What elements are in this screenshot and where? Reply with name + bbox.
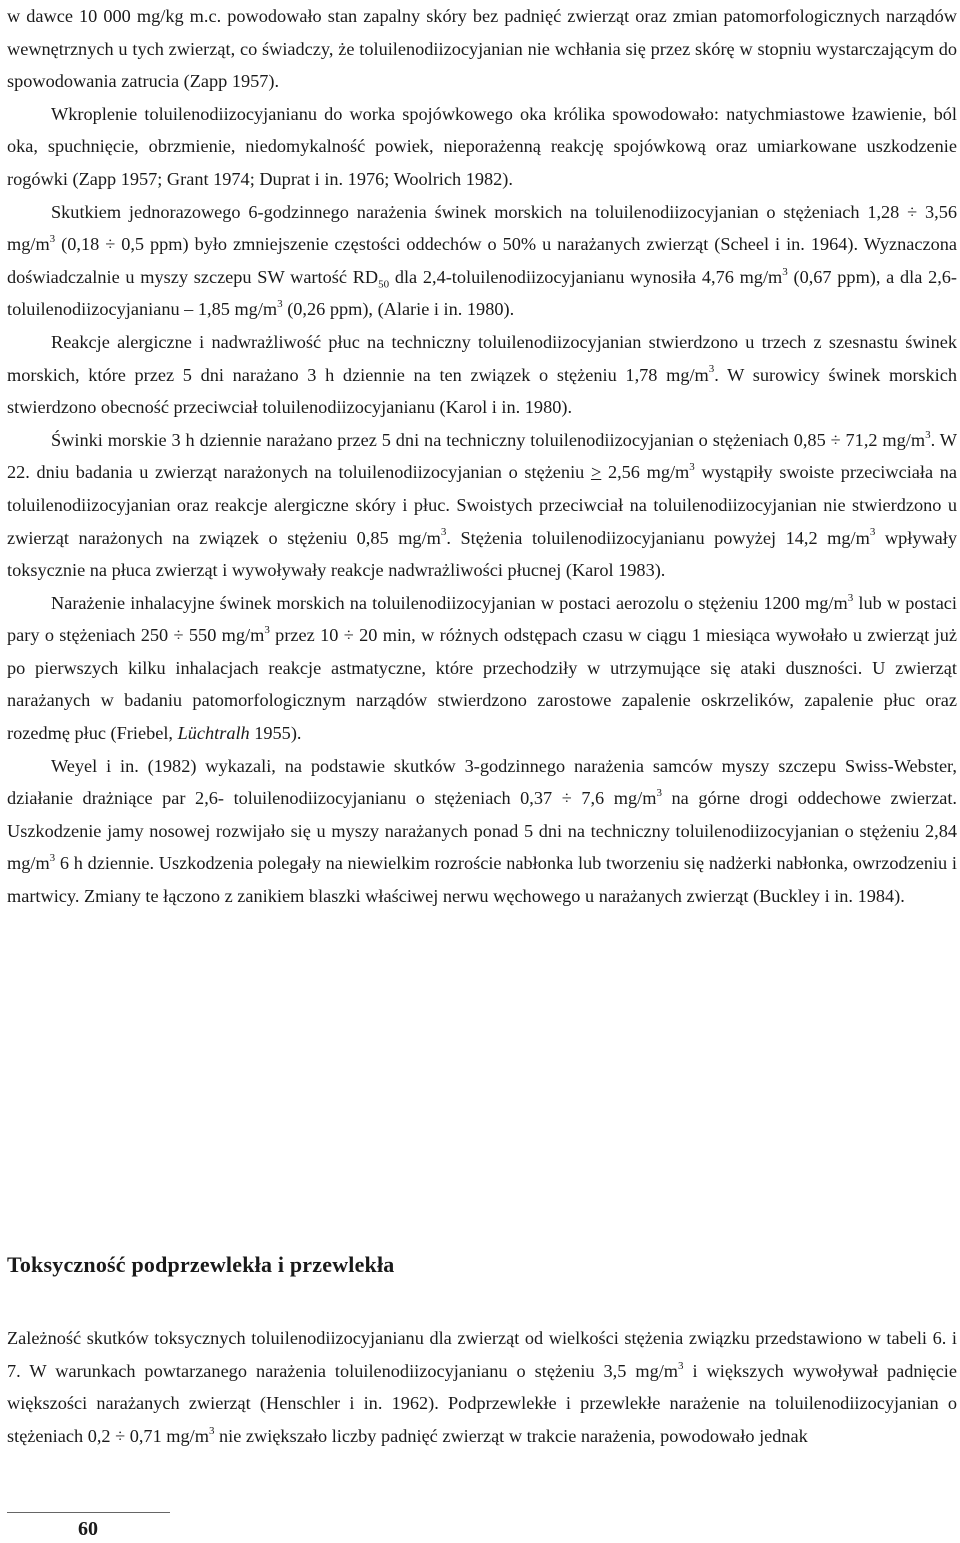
superscript: 3 xyxy=(678,1359,684,1372)
paragraph-text: w dawce 10 000 mg/kg m.c. powodowało stan zapalny skóry bez padnięć zwierząt oraz zmian patomorfologicznych narządów wewnętrznych u tych zwierząt, co świadczy, że toluilenodiizocyjanian nie wchłania się przez skórę w stopniu wystarczającym do spowodowania zatrucia (Zapp 1957). xyxy=(7,6,957,92)
paragraph-text: 1955). xyxy=(249,723,302,744)
superscript: 3 xyxy=(656,787,662,800)
paragraph-text: (0,26 ppm), (Alarie i in. 1980). xyxy=(282,299,515,320)
paragraph-text: . W 22. dniu badania u zwierząt narażonych na toluilenodiizocyjanian o stężeniu xyxy=(7,429,957,483)
greater-or-equal-sign: > xyxy=(590,462,602,483)
superscript: 3 xyxy=(440,526,447,539)
paragraph-antibodies xyxy=(7,424,957,587)
paragraph-allergic-reactions xyxy=(7,326,957,424)
section-body xyxy=(7,1322,957,1452)
paragraph-text: wystąpiły swoiste przeciwciała na toluilenodiizocyjanian oraz reakcje alergiczne skóry i płuc. Swoistych przeciwciał na toluilenodiizocyjanian nie stwierdzono u zwierząt narażonych na związek o stężeniu 0,85 mg/m xyxy=(7,462,958,548)
paragraph-text: . Stężenia toluilenodiizocyjanianu powyżej 14,2 mg/m xyxy=(446,527,870,548)
superscript: 3 xyxy=(925,428,931,441)
italic-author-name: Lüchtralh xyxy=(177,723,250,744)
subscript: 50 xyxy=(378,278,390,291)
superscript: 3 xyxy=(847,591,854,604)
superscript: 3 xyxy=(782,265,788,278)
paragraph-text: dla 2,4-toluilenodiizocyjanianu wynosiła 4,76 mg/m xyxy=(389,266,783,287)
superscript: 3 xyxy=(208,1424,215,1437)
paragraph-text: 2,56 mg/m xyxy=(601,462,690,483)
section-heading: Toksyczność podprzewlekła i przewlekła xyxy=(7,1252,395,1277)
document-page xyxy=(7,0,957,913)
paragraph-text: nie zwiększało liczby padnięć zwierząt w trakcie narażenia, powodowało jednak xyxy=(214,1425,808,1446)
paragraph-text: Świnki morskie 3 h dziennie narażano przez 5 dni na techniczny toluilenodiizocyjanian o stężeniach 0,85 ÷ 71,2 mg/m xyxy=(51,429,926,450)
paragraph-text: Wkroplenie toluilenodiizocyjanianu do worka spojówkowego oka królika spowodowało: natychmiastowe łzawienie, ból oka, spuchnięcie, obrzmienie, niedomykalność powiek, nieporażenną reakcję spojówkową oraz umiarkowane uszkodzenie rogówki (Zapp 1957; Grant 1974; Duprat i in. 1976; Woolrich 1982). xyxy=(7,103,957,189)
paragraph-text: na górne drogi oddechowe zwierzat. Uszkodzenie jamy nosowej rozwijało się u myszy narażanych ponad 5 dni na techniczny toluilenodiizocyjanian o stężeniu 2,84 mg/m xyxy=(7,788,957,874)
paragraph-text: Reakcje alergiczne i nadwrażliwość płuc na techniczny toluilenodiizocyjanian stwierdzono u trzech z szesnastu świnek morskich, które przez 5 dni narażano 3 h dziennie na ten związek o stężeniu 1,78 mg/m xyxy=(7,331,957,385)
paragraph-text: 6 h dziennie. Uszkodzenia polegały na niewielkim rozroście nabłonka lub tworzeniu się nadżerki nabłonka, owrzodzeniu i martwicy. Zmiany te łączono z zanikiem blaszki właściwej nerwu węchowego u narażanych zwierząt (Buckley i in. 1984). xyxy=(7,853,957,907)
superscript: 3 xyxy=(277,298,283,311)
paragraph-text: wpływały toksycznie na płuca zwierząt i wywoływały reakcje nadwrażliwości płucnej (Karol 1983). xyxy=(7,527,957,581)
paragraph-text: Weyel i in. (1982) wykazali, na podstawie skutków 3-godzinnego narażenia samców myszy szczepu Swiss-Webster, działanie drażniące par 2,6- toluilenodiizocyjanianu o stężeniach 0,37 ÷ 7,6 mg/m xyxy=(7,755,957,809)
superscript: 3 xyxy=(869,526,876,539)
paragraph-text: Skutkiem jednorazowego 6-godzinnego narażenia świnek morskich na toluilenodiizocyjanian o stężeniach 1,28 ÷ 3,56 mg/m xyxy=(7,201,957,255)
paragraph-subchronic-toxicity xyxy=(7,1322,957,1452)
paragraph-respiratory-rate xyxy=(7,196,957,326)
paragraph-text: (0,18 ÷ 0,5 ppm) było zmniejszenie częstości oddechów o 50% u narażanych zwierząt (Scheel i in. 1964). Wyznaczona doświadczalnie u myszy szczepu SW wartość RD xyxy=(7,234,957,287)
paragraph-inhalation-exposure xyxy=(7,587,957,750)
footer-divider xyxy=(7,1512,170,1513)
paragraph-nasal-damage xyxy=(7,750,957,913)
superscript: 3 xyxy=(49,233,56,246)
paragraph-text: (0,67 ppm), a dla 2,6-toluilenodiizocyjanianu – 1,85 mg/m xyxy=(7,266,958,320)
superscript: 3 xyxy=(708,363,715,376)
superscript: 3 xyxy=(689,461,695,474)
paragraph-text: Narażenie inhalacyjne świnek morskich na toluilenodiizocyjanian w postaci aerozolu o stężeniu 1200 mg/m xyxy=(51,592,848,613)
superscript: 3 xyxy=(49,852,56,865)
paragraph-text: i większych wywoływał padnięcie większości narażanych zwierząt (Henschler i in. 1962). Podprzewlekłe i przewlekłe narażenie na toluilenodiizocyjanian o stężeniach 0,2 ÷ 0,71 mg/m xyxy=(7,1360,958,1446)
paragraph-text: . W surowicy świnek morskich stwierdzono obecność przeciwciał toluilenodiizocyjanianu (Karol i in. 1980). xyxy=(7,364,957,418)
paragraph-text: przez 10 ÷ 20 min, w różnych odstępach czasu w ciągu 1 miesiąca wywołało u zwierząt już po pierwszych kilku inhalacjach reakcje astmatyczne, które przechodziły w utrzymujące się ataki duszności. U zwierząt narażanych w badaniu patomorfologicznym narządów stwierdzono zarostowe zapalenie oskrzelików, zapalenie płuc oraz rozedmę płuc (Friebel, xyxy=(7,625,957,744)
paragraph-text: lub w postaci pary o stężeniach 250 ÷ 550 mg/m xyxy=(7,592,957,646)
paragraph-text: Zależność skutków toksycznych toluilenodiizocyjanianu dla zwierząt od wielkości stężenia związku przedstawiono w tabeli 6. i 7. W warunkach powtarzanego narażenia toluilenodiizocyjanianu o stężeniu 3,5 mg/m xyxy=(7,1328,957,1381)
superscript: 3 xyxy=(264,624,270,637)
paragraph-skin-toxicity xyxy=(7,0,957,98)
paragraph-eye-irritation xyxy=(7,98,957,196)
page-number: 60 xyxy=(78,1518,98,1540)
